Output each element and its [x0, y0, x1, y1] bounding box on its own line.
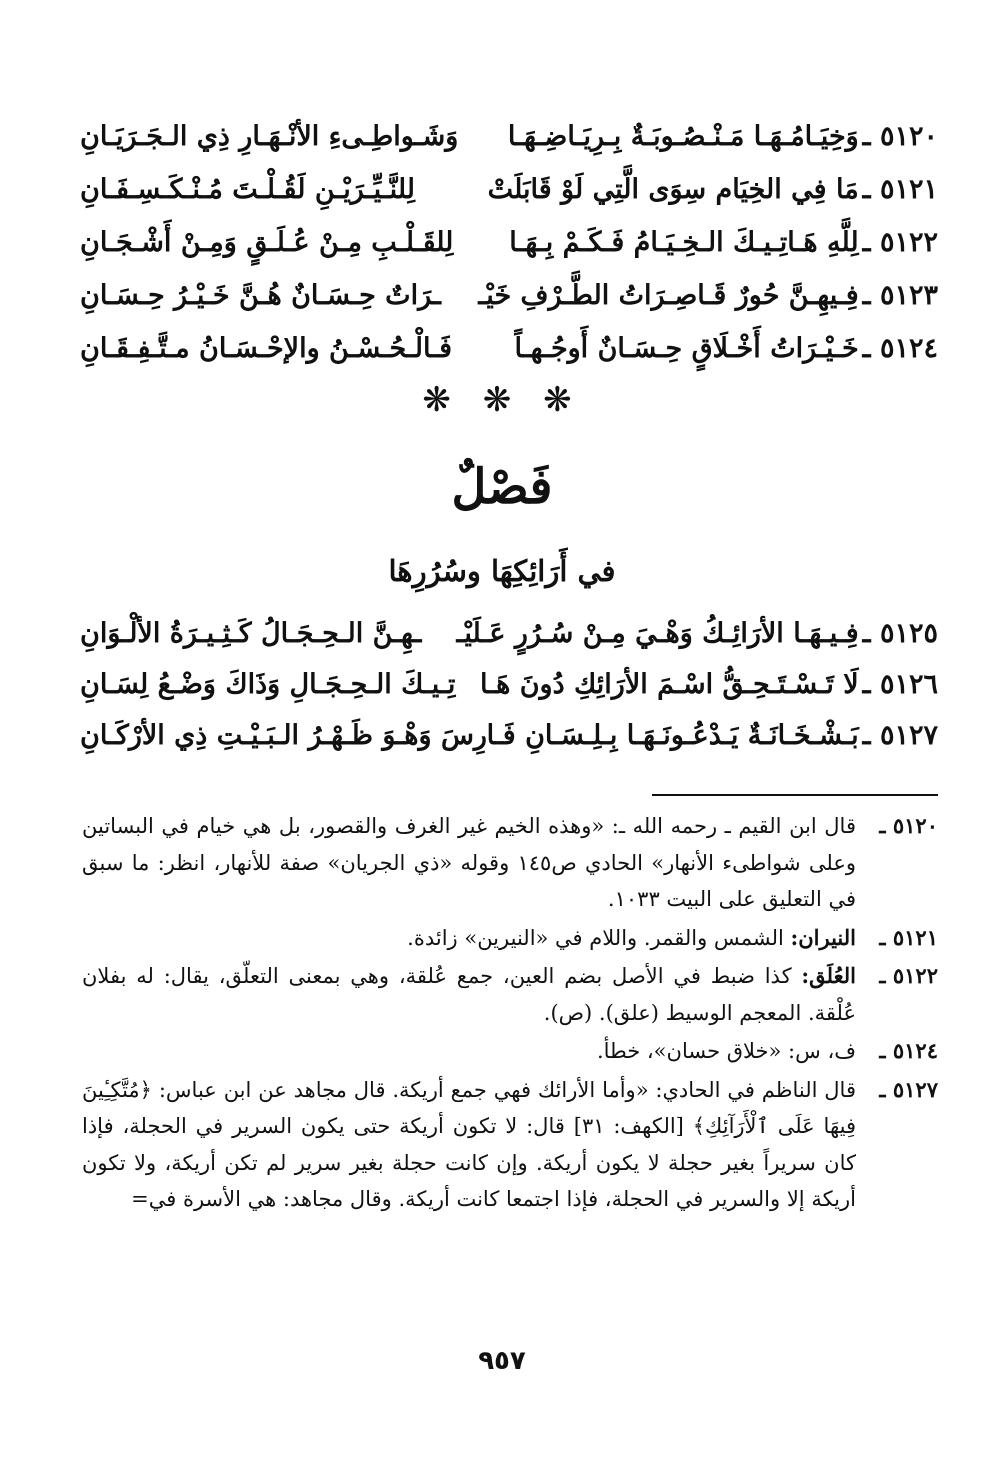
verse-first-hemistich [508, 216, 938, 269]
section-separator: ❋ ❋ ❋ [422, 380, 582, 420]
verse-5125 [80, 608, 938, 659]
footnote-term: النيران: [790, 924, 856, 950]
footnote-divider [652, 794, 938, 796]
footnote-number: ٥١٢٤ ـ [879, 1038, 938, 1063]
section-title: فَصْلٌ [451, 459, 553, 515]
verse-5127 [80, 710, 938, 761]
verse-second-hemistich: ـهِـنَّ الـحِـجَـالُ كَـثِـيـرَةُ الألْـوَانِ [80, 618, 422, 649]
verse-number: ٥١٢١ ـ [862, 174, 938, 205]
verse-first-text: مَا فِي الخِيَام سِوَى الَّتِي لَوْ قَابَلَتْ [487, 174, 859, 205]
footnote-5124 [82, 1033, 938, 1070]
poem-verses-top [80, 110, 938, 375]
verse-number: ٥١٢٣ ـ [862, 280, 938, 311]
verse-5121 [80, 163, 938, 216]
footnote-number: ٥١٢٠ ـ [879, 813, 938, 838]
verse-second-hemistich: لِلقَـلْـبِ مِـنْ عُـلَـقٍ وَمِـنْ أَشْـجَـانِ [80, 227, 454, 258]
verse-number: ٥١٢٧ ـ [862, 720, 938, 751]
poem-verses-bottom [80, 608, 938, 761]
verse-first-hemistich [486, 710, 938, 761]
verse-first-hemistich [478, 269, 938, 322]
verse-second-hemistich: لِلنَّـيِّـرَيْـنِ لَقُـلْـتَ مُـنْـكَـسِـفَـانِ [80, 174, 415, 205]
verse-number: ٥١٢٦ ـ [862, 669, 938, 700]
verse-5124 [80, 322, 938, 375]
verse-first-text: فِـيهِـنَّ حُورٌ قَـاصِـرَاتُ الطَّـرْفِ خَيْـ [478, 280, 859, 311]
verse-first-text: لِلَّهِ هَـاتِـيـكَ الـخِـيَـامُ فَـكَـمْ بِـهَـا [509, 227, 859, 258]
verse-first-text: خَـيْـرَاتُ أَخْـلَاقٍ حِـسَـانٌ أَوجُـهـاً [514, 333, 859, 364]
verse-number: ٥١٢٤ ـ [862, 333, 938, 364]
verse-number: ٥١٢٥ ـ [862, 618, 938, 649]
verse-5122 [80, 216, 938, 269]
footnote-term: العُلَق: [801, 963, 856, 988]
verse-first-hemistich [508, 322, 938, 375]
footnote-5122 [82, 958, 938, 1031]
verse-first-text: بَـشْـخَـانَـةٌ يَـدْعُـونَـهَـا بِـلِـسَـانِ فَـا [486, 720, 859, 751]
footnote-5121 [82, 920, 938, 957]
verse-second-hemistich: وَشَـواطِـىءِ الأنْـهَـارِ ذِي الـجَـرَيَـانِ [80, 121, 459, 152]
verse-number: ٥١٢٢ ـ [862, 227, 938, 258]
verse-5120 [80, 110, 938, 163]
footnote-5127 [82, 1072, 938, 1218]
verse-second-hemistich: رِسَ وَهْـوَ ظَـهْـرُ الـبَـيْـتِ ذِي الأرْكَـانِ [80, 720, 487, 751]
verse-first-text: وَخِيَـامُـهَـا مَـنْـصُـوبَـةٌ بِـرِيَـاضِـهَـا [507, 121, 859, 152]
footnote-text: الشمس والقمر. واللام في «النيرين» زائدة. [407, 925, 791, 950]
verse-first-hemistich [456, 608, 938, 659]
verse-second-hemistich: فَـالْـحُـسْـنُ والإحْـسَـانُ مـتَّـفِـقَـانِ [80, 333, 453, 364]
page-number: ٩٥٧ [478, 1346, 526, 1376]
footnote-text: ف، س: «خلاق حسان»، خطأ. [596, 1039, 856, 1063]
footnote-number: ٥١٢٢ ـ [879, 963, 938, 988]
footnote-5120 [82, 808, 938, 918]
section-subtitle: في أَرَائِكِهَا وسُرُرِهَا [388, 554, 616, 588]
verse-first-hemistich [487, 163, 938, 216]
footnote-number: ٥١٢٧ ـ [879, 1076, 938, 1102]
verse-first-text: لَا تَـسْـتَـحِـقُّ اسْـمَ الأرَائِكِ دُونَ هَـا [479, 669, 859, 700]
footnote-number: ٥١٢١ ـ [879, 924, 938, 950]
verse-5126 [80, 659, 938, 710]
footnote-text: كذا ضبط في الأصل بضم العين، جمع عُلقة، وهي بمعنى التعلّق، يقال: له بفلان عُلْقة. المعجم الوسيط (علق). (ص). [82, 964, 856, 1025]
verse-second-hemistich: تِـيـكَ الـحِـجَـالِ وَذَاكَ وَضْـعُ لِسَـانِ [80, 669, 456, 700]
footnote-text: قال الناظم في الحادي: «وأما الأرائك فهي جمع أريكة. قال مجاهد عن ابن عباس: ﴿مُتَّكِـِٔينَ فِيهَا عَلَى ٱلْأَرَآئِكِ﴾ [الكهف: ٣١] قال: لا تكون أريكة حتى يكون السرير في الحجلة، فإذا كان سريراً بغير حجلة لا يكون أريكة. وإن كانت حجلة بغير سرير لم تكن أريكة، ولا تكون أريكة إلا والسرير في الحجلة، فإذا اجتمعا كانت أريكة. وقال مجاهد: هي الأسرة في= [82, 1077, 856, 1211]
verse-second-hemistich: ـرَاتٌ حِـسَـانٌ هُـنَّ خَـيْـرُ حِـسَـانِ [80, 280, 441, 311]
verse-first-text: فِـيـهَـا الأرَائِـكُ وَهْـيَ مِـنْ سُـرُرٍ عَـلَيْـ [456, 618, 859, 649]
footnotes [82, 808, 938, 1220]
verse-number: ٥١٢٠ ـ [862, 121, 938, 152]
verse-first-hemistich [479, 659, 938, 710]
verse-5123 [80, 269, 938, 322]
footnote-text: قال ابن القيم ـ رحمه الله ـ: «وهذه الخيم غير الغرف والقصور، بل هي خيام في البساتين وعلى شواطىء الأنهار» الحادي ص١٤٥ وقوله «ذي الجريان» صفة للأنهار، انظر: ما سبق في التعليق على البيت ١٠٣٣. [82, 814, 856, 911]
verse-first-hemistich [508, 110, 938, 163]
